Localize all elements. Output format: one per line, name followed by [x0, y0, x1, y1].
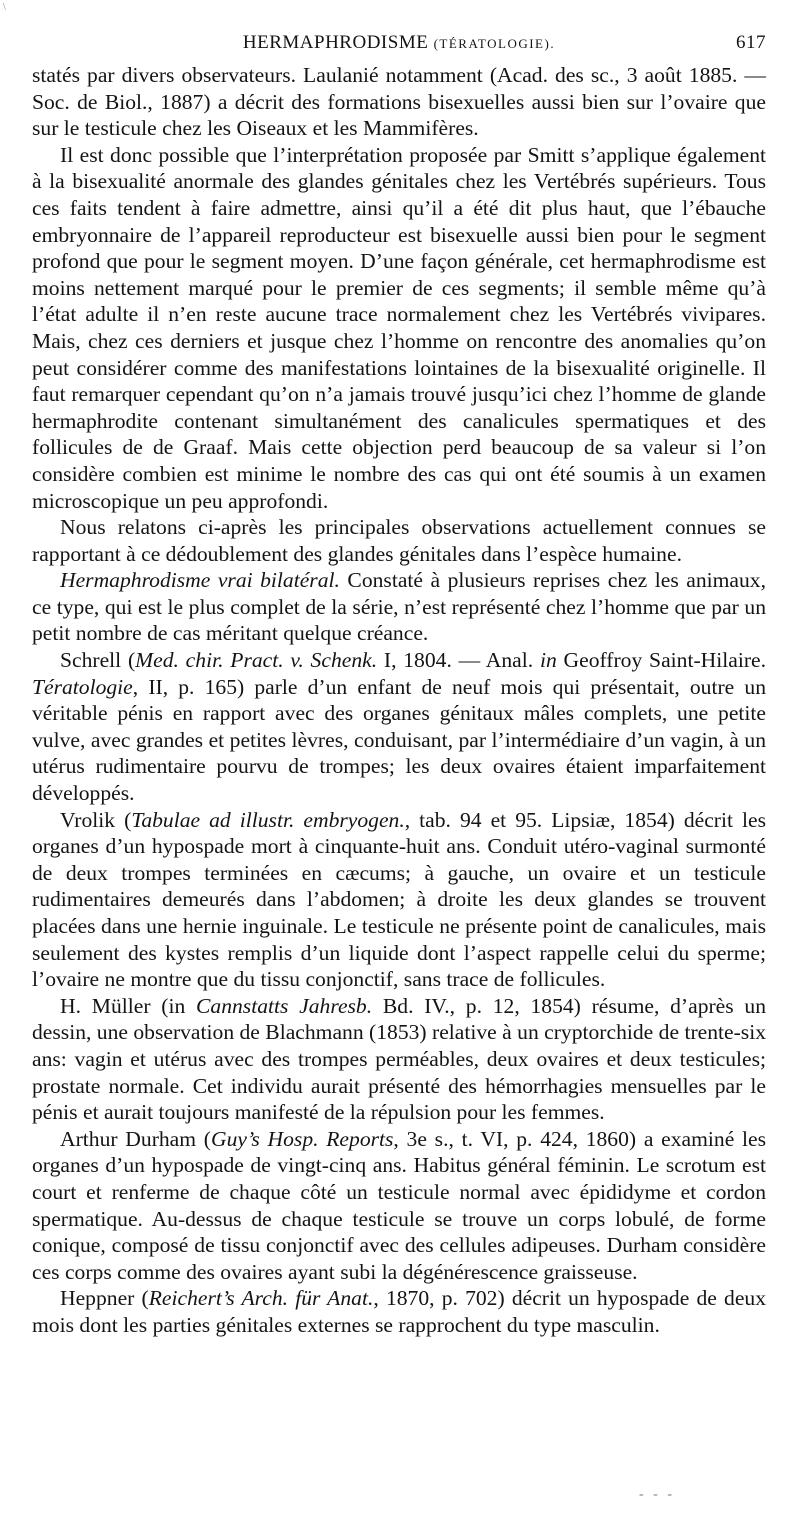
paragraph	[32, 993, 766, 1126]
text-run: , II, p. 165) parle d’un enfant de neuf mois qui présentait, outre un véritable pénis en rapport avec des organes génitaux mâles complets, une petite vulve, avec grandes et petites lèvres, conduisant, par l’intermédiaire d’un vagin, à un utérus rudimentaire pourvu de trompes; les deux ovaires étaient imparfaitement développés.	[32, 674, 766, 806]
text-run: H. Müller (in	[60, 993, 197, 1018]
text-run: Vrolik (	[60, 807, 132, 832]
text-run-italic: Med. chir. Pract. v. Schenk.	[135, 648, 378, 673]
paragraph	[32, 807, 766, 993]
text-run-italic: Reichert’s Arch. für Anat.	[148, 1286, 374, 1311]
running-head	[32, 32, 766, 62]
paragraph	[32, 62, 766, 142]
text-run-italic: Hermaphrodisme vrai bilatéral.	[60, 568, 340, 593]
text-run-italic: Cannstatts Jahresb.	[196, 993, 373, 1018]
text-run-italic: Tératologie	[32, 674, 133, 699]
running-title	[32, 32, 766, 54]
paragraph	[32, 1126, 766, 1286]
paragraph	[32, 514, 766, 567]
text-run: Constaté à plusieurs reprises chez les animaux, ce type, qui est le plus complet de la série, n’est représenté chez l’homme que par un petit nombre de cas méritant quelque créance.	[32, 568, 767, 646]
paragraph	[32, 647, 766, 807]
footer-mark: - - -	[639, 1487, 675, 1502]
running-title-main: HERMAPHRODISME	[242, 32, 429, 53]
text-run: , tab. 94 et 95. Lipsiæ, 1854) décrit les organes d’un hypospade mort à cinquante-huit ans. Conduit utéro-vaginal surmonté de deux trompes terminées en cæcums; à gauche, un ovaire et un testicule rudimentaires demeurés dans l’abdomen; à droite les deux glandes se trouvent placées dans une hernie inguinale. Le testicule ne présente point de canalicules, mais seulement des kystes remplis d’un liquide dont l’aspect rappelle celui du sperme; l’ovaire ne montre que du tissu conjonctif, sans trace de follicules.	[32, 807, 767, 992]
text-run: Heppner (	[60, 1286, 149, 1311]
scan-corner-mark: \	[3, 2, 6, 13]
paragraph	[32, 142, 766, 514]
text-run: , 3e s., t. VI, p. 424, 1860) a examiné les organes d’un hypospade de vingt-cinq ans. Habitus général féminin. Le scrotum est court et renferme de chaque côté un testicule normal avec épididyme et cordon spermatique. Au-dessus de chaque testicule se trouve un corps lobulé, de forme conique, composé de tissu conjonctif avec des cellules adipeuses. Durham considère ces corps comme des ovaires ayant subi la dégénérescence graisseuse.	[32, 1126, 767, 1284]
text-run: Nous relatons ci-après les principales observations actuellement connues se rapportant à ce dédoublement des glandes génitales dans l’espèce humaine.	[32, 515, 766, 566]
text-run: , 1870, p. 702) décrit un hypospade de deux mois dont les parties génitales externes se rapprochent du type masculin.	[32, 1286, 766, 1337]
paragraph	[32, 567, 766, 647]
text-run: Bd. IV., p. 12, 1854) résume, d’après un dessin, une observation de Blachmann (1853) relative à un cryptorchide de trente-six ans: vagin et utérus avec des trompes perméables, deux ovaires et deux testicules; prostate normale. Cet individu aurait présenté des hémorrhagies mensuelles par le pénis et aurait toujours manifesté de la répulsion pour les femmes.	[32, 993, 767, 1125]
text-run-italic: in	[539, 648, 557, 673]
body-text	[32, 62, 766, 1339]
text-run: Arthur Durham (	[60, 1126, 211, 1151]
text-run: Schrell (	[60, 648, 136, 673]
text-run: Il est donc possible que l’interprétation proposée par Smitt s’applique également à la bisexualité anormale des glandes génitales chez les Vertébrés supérieurs. Tous ces faits tendent à faire admettre, ainsi qu’il a été dit plus haut, que l’ébauche embryonnaire de l’appareil reproducteur est bisexuelle aussi bien pour le segment profond que pour le segment moyen. D’une façon générale, cet hermaphrodisme est moins nettement marqué pour le premier de ces segments; il semble même qu’à l’état adulte il n’en reste aucune trace normalement chez les Vertébrés vivipares. Mais, chez ces derniers et jusque chez l’homme on rencontre des anomalies qu’on peut considérer comme des manifestations lointaines de la bisexualité originelle. Il faut remarquer cependant qu’on n’a jamais trouvé jusqu’ici chez l’homme de glande hermaphrodite contenant simultanément des canalicules spermatiques et des follicules de de Graaf. Mais cette objection perd beaucoup de sa valeur si l’on considère combien est minime le nombre des cas qui ont été soumis à un examen microscopique un peu approfondi.	[32, 142, 766, 513]
text-run: statés par divers observateurs. Laulanié notamment (Acad. des sc., 3 août 1885. — Soc. de Biol., 1887) a décrit des formations bisexuelles aussi bien sur l’ovaire que sur le testicule chez les Oiseaux et les Mammifères.	[32, 63, 766, 141]
text-run: Geoffroy Saint-Hilaire.	[556, 648, 766, 673]
text-run-italic: Guy’s Hosp. Reports	[211, 1126, 394, 1151]
page-number: 617	[736, 32, 766, 53]
running-title-sub: (TÉRATOLOGIE).	[433, 36, 556, 51]
paragraph	[32, 1285, 766, 1338]
text-run-italic: Tabulae ad illustr. embryogen.	[131, 807, 405, 832]
text-run: I, 1804. — Anal.	[377, 648, 540, 673]
